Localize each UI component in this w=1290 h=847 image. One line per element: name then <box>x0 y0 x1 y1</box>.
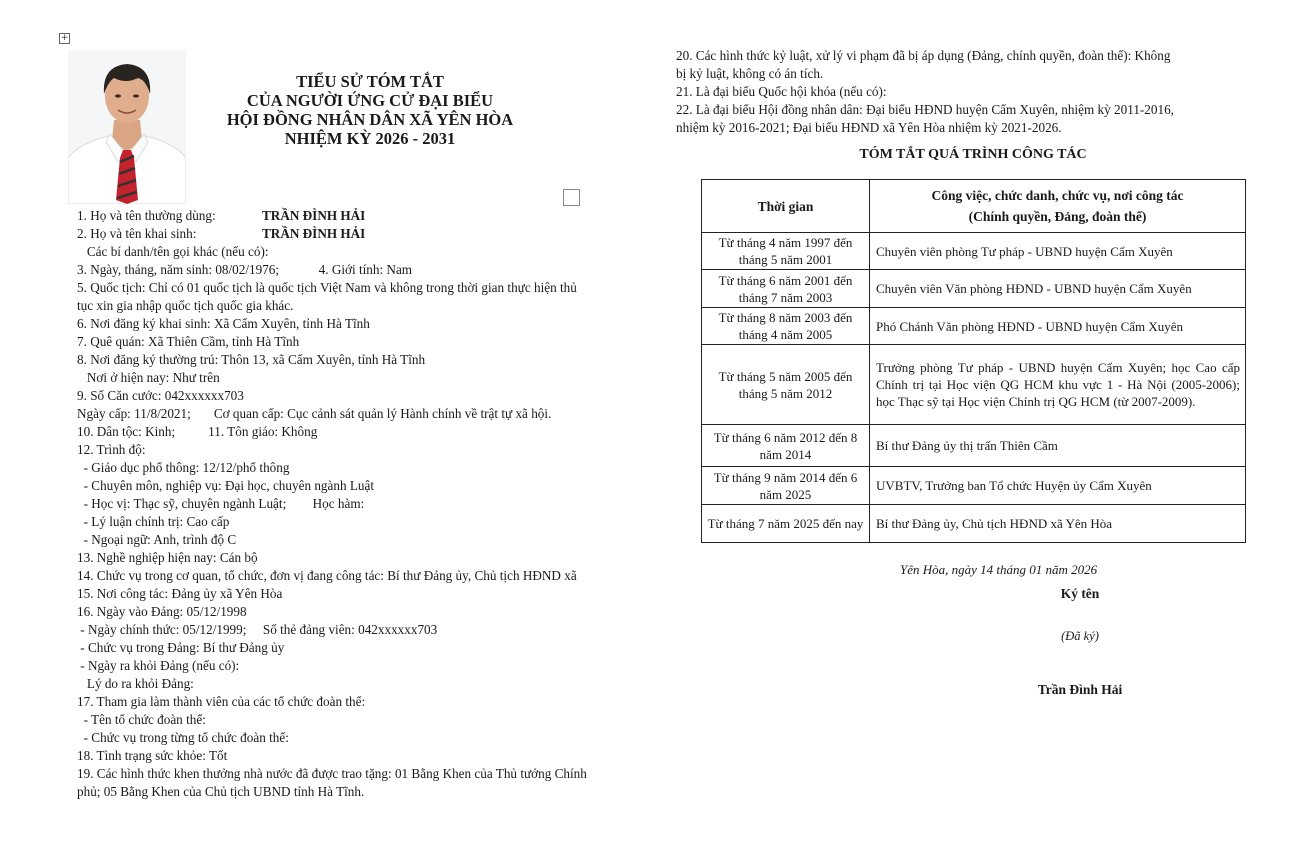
title-line: HỘI ĐỒNG NHÂN DÂN XÃ YÊN HÒA <box>226 110 514 129</box>
bio-right-line: 21. Là đại biểu Quốc hội khóa (nếu có): <box>676 84 887 99</box>
title-line: CỦA NGƯỜI ỨNG CỬ ĐẠI BIỂU <box>246 91 494 110</box>
signed-note: (Đã ký) <box>1061 629 1099 643</box>
career-row <box>702 425 1246 467</box>
bio-line: 9. Số Căn cước: 042xxxxxx703 <box>77 388 244 403</box>
col-header-time: Thời gian <box>702 180 870 233</box>
bio-line: 17. Tham gia làm thành viên của các tổ chức đoàn thể: <box>77 694 366 709</box>
bio-line: 8. Nơi đăng ký thường trú: Thôn 13, xã Cẩm Xuyên, tỉnh Hà Tĩnh <box>77 352 426 367</box>
bio-line: - Giáo dục phổ thông: 12/12/phổ thông <box>77 460 290 475</box>
career-time-cell: Từ tháng 4 năm 1997 đến tháng 5 năm 2001 <box>702 233 870 270</box>
portrait-photo <box>68 50 186 204</box>
career-table-header-row <box>702 180 1246 233</box>
bio-line: - Ngoại ngữ: Anh, trình độ C <box>77 532 237 547</box>
bio-line: 12. Trình độ: <box>77 442 146 457</box>
title-line: NHIỆM KỲ 2026 - 2031 <box>284 129 456 148</box>
bio-line: 6. Nơi đăng ký khai sinh: Xã Cẩm Xuyên, tỉnh Hà Tĩnh <box>77 316 370 331</box>
signature-label: Ký tên <box>1060 586 1100 601</box>
table-move-handle-icon[interactable]: + <box>60 33 69 43</box>
empty-checkbox-icon[interactable] <box>563 189 580 206</box>
career-work-cell: Bí thư Đảng ủy thị trấn Thiên Cầm <box>870 425 1246 467</box>
biography-left-column <box>77 207 662 801</box>
career-work-cell: Chuyên viên phòng Tư pháp - UBND huyện Cẩm Xuyên <box>870 233 1246 270</box>
bio-right-line: nhiệm kỳ 2016-2021; Đại biểu HĐND xã Yên Hòa nhiệm kỳ 2021-2026. <box>676 120 1062 135</box>
bio-line: 14. Chức vụ trong cơ quan, tổ chức, đơn vị đang công tác: Bí thư Đảng ủy, Chủ tịch HĐND xã <box>77 568 577 583</box>
bio-line: - Ngày chính thức: 05/12/1999; Số thẻ đảng viên: 042xxxxxx703 <box>77 622 438 637</box>
career-row <box>702 505 1246 543</box>
signing-date: Yên Hòa, ngày 14 tháng 01 năm 2026 <box>900 562 1098 577</box>
bio-right-line: 22. Là đại biểu Hội đồng nhân dân: Đại biểu HĐND huyện Cẩm Xuyên, nhiệm kỳ 2011-2016, <box>676 102 1174 117</box>
bio-line: phủ; 05 Bằng Khen của Chủ tịch UBND tỉnh Hà Tĩnh. <box>77 784 365 799</box>
bio-line: 15. Nơi công tác: Đảng ủy xã Yên Hòa <box>77 586 283 601</box>
bio-line: - Tên tổ chức đoàn thể: <box>77 712 206 727</box>
bio-line: - Chức vụ trong Đảng: Bí thư Đảng ủy <box>77 640 285 655</box>
birth-name-value: TRẦN ĐÌNH HẢI <box>262 226 366 241</box>
bio-line: Ngày cấp: 11/8/2021; Cơ quan cấp: Cục cảnh sát quản lý Hành chính về trật tự xã hội. <box>77 406 552 421</box>
career-table <box>701 179 1246 543</box>
career-time-cell: Từ tháng 5 năm 2005 đến tháng 5 năm 2012 <box>702 345 870 425</box>
career-row <box>702 308 1246 345</box>
bio-line: tục xin gia nhập quốc tịch quốc gia khác. <box>77 298 294 313</box>
bio-line: 18. Tình trạng sức khỏe: Tốt <box>77 748 228 763</box>
title-line: TIỂU SỬ TÓM TẮT <box>296 72 444 91</box>
bio-line: 16. Ngày vào Đảng: 05/12/1998 <box>77 604 247 619</box>
bio-line: Lý do ra khỏi Đảng: <box>77 676 194 691</box>
bio-lines-list <box>77 243 662 801</box>
bio-line: 19. Các hình thức khen thưởng nhà nước đã được trao tặng: 01 Bằng Khen của Thủ tướng Chính <box>77 766 587 781</box>
bio-right-line: 20. Các hình thức kỷ luật, xử lý vi phạm đã bị áp dụng (Đảng, chính quyền, đoàn thể): Không <box>676 48 1171 63</box>
bio-line: Các bí danh/tên gọi khác (nếu có): <box>77 244 269 259</box>
bio-line: 10. Dân tộc: Kinh; 11. Tôn giáo: Không <box>77 424 318 439</box>
career-work-cell: Chuyên viên Văn phòng HĐND - UBND huyện Cẩm Xuyên <box>870 270 1246 308</box>
birth-name-label: 2. Họ và tên khai sinh: <box>77 226 197 241</box>
career-time-cell: Từ tháng 6 năm 2001 đến tháng 7 năm 2003 <box>702 270 870 308</box>
col-header-work-line1: Công việc, chức danh, chức vụ, nơi công tác <box>931 188 1184 203</box>
career-row <box>702 233 1246 270</box>
bio-right-lines-list <box>676 47 1266 137</box>
bio-line: - Ngày ra khỏi Đảng (nếu có): <box>77 658 240 673</box>
common-name-label: 1. Họ và tên thường dùng: <box>77 208 216 223</box>
common-name-value: TRẦN ĐÌNH HẢI <box>262 208 366 223</box>
bio-line: - Chuyên môn, nghiệp vụ: Đại học, chuyên ngành Luật <box>77 478 375 493</box>
bio-line: - Lý luận chính trị: Cao cấp <box>77 514 230 529</box>
career-section-title: TÓM TẮT QUÁ TRÌNH CÔNG TÁC <box>859 147 1087 162</box>
career-table-body <box>702 233 1246 543</box>
career-work-cell: Phó Chánh Văn phòng HĐND - UBND huyện Cẩm Xuyên <box>870 308 1246 345</box>
col-header-work <box>870 180 1246 233</box>
document-title <box>200 72 540 148</box>
bio-right-line: bị kỷ luật, không có án tích. <box>676 66 824 81</box>
bio-line: - Học vị: Thạc sỹ, chuyên ngành Luật; Học hàm: <box>77 496 365 511</box>
bio-line: 7. Quê quán: Xã Thiên Cầm, tỉnh Hà Tĩnh <box>77 334 300 349</box>
bio-line: - Chức vụ trong từng tổ chức đoàn thể: <box>77 730 289 745</box>
bio-line-common-name <box>77 207 662 225</box>
career-work-cell: UVBTV, Trưởng ban Tổ chức Huyện ủy Cẩm Xuyên <box>870 467 1246 505</box>
career-time-cell: Từ tháng 9 năm 2014 đến 6 năm 2025 <box>702 467 870 505</box>
biography-right-intro <box>676 47 1266 137</box>
bio-line: 13. Nghề nghiệp hiện nay: Cán bộ <box>77 550 258 565</box>
career-row <box>702 270 1246 308</box>
signer-name: Trần Đình Hải <box>1037 682 1123 697</box>
career-work-cell: Trưởng phòng Tư pháp - UBND huyện Cẩm Xuyên; học Cao cấp Chính trị tại Học viện QG HCM khu vực 1 - Hà Nội (2005-2006); học Thạc sỹ tại Học viện Chính trị QG HCM (từ 2007-2009). <box>870 345 1246 425</box>
career-time-cell: Từ tháng 8 năm 2003 đến tháng 4 năm 2005 <box>702 308 870 345</box>
bio-line: 3. Ngày, tháng, năm sinh: 08/02/1976; 4. Giới tính: Nam <box>77 262 413 277</box>
bio-line: Nơi ở hiện nay: Như trên <box>77 370 220 385</box>
bio-line-birth-name <box>77 225 662 243</box>
col-header-work-line2: (Chính quyền, Đảng, đoàn thể) <box>968 209 1147 224</box>
career-time-cell: Từ tháng 6 năm 2012 đến 8 năm 2014 <box>702 425 870 467</box>
bio-line: 5. Quốc tịch: Chỉ có 01 quốc tịch là quốc tịch Việt Nam và không trong thời gian thực hiện thủ <box>77 280 577 295</box>
career-row <box>702 467 1246 505</box>
career-time-cell: Từ tháng 7 năm 2025 đến nay <box>702 505 870 543</box>
career-row <box>702 345 1246 425</box>
career-work-cell: Bí thư Đảng ủy, Chủ tịch HĐND xã Yên Hòa <box>870 505 1246 543</box>
